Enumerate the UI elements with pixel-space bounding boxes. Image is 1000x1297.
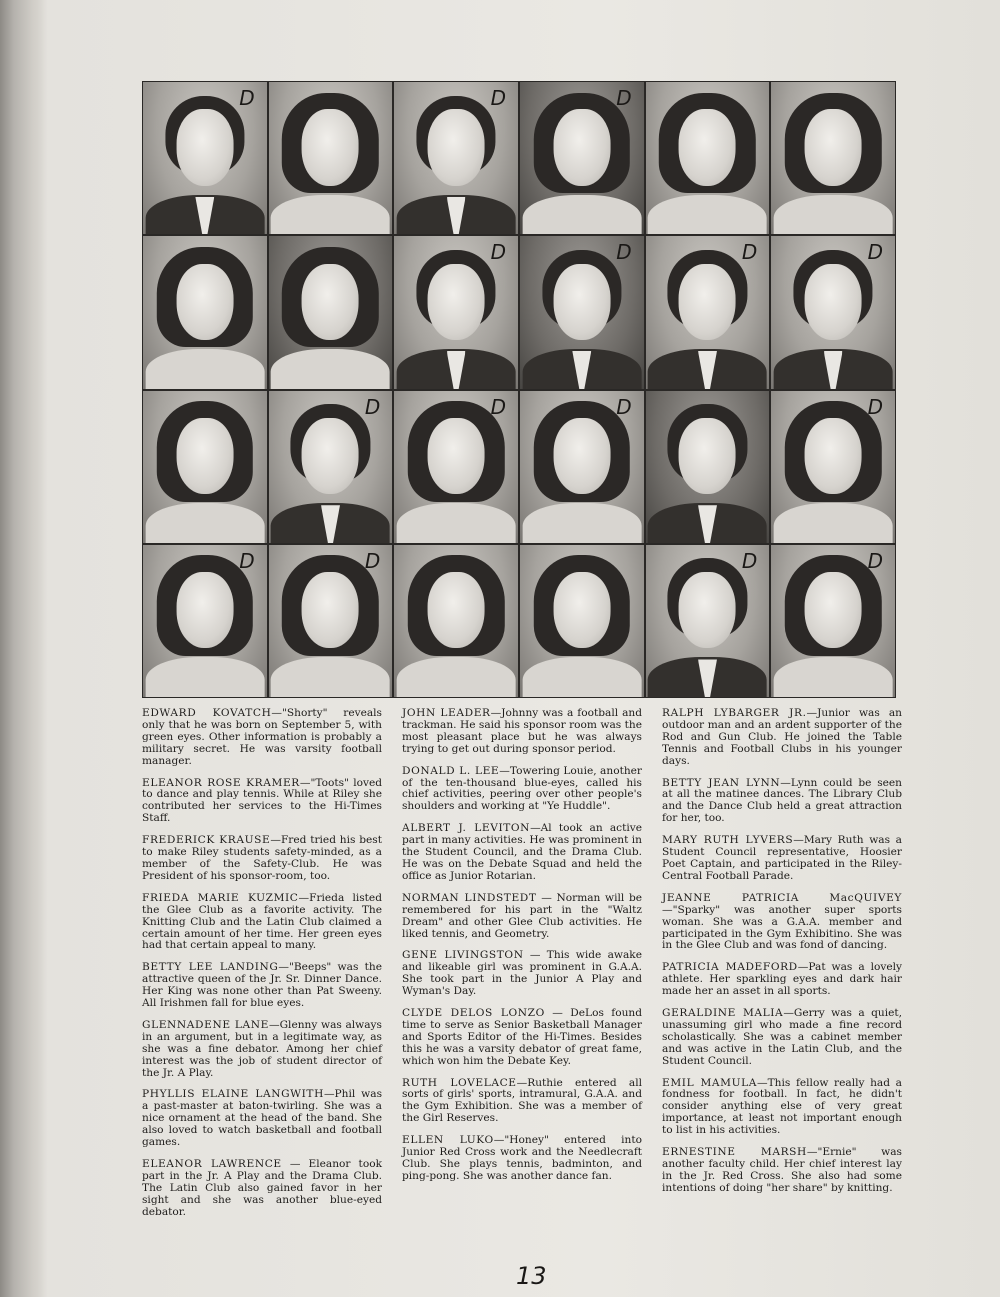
biography-text: —Lynn could be seen at all the matinee dances. The Library Club and the Dance Club held a great attraction for her, too.	[662, 776, 903, 825]
biography-text: —"Beeps" was the attractive queen of the Jr. Sr. Dinner Dance. Her King was none other than Pat Sweeny. All Irishmen fall for blue eyes.	[142, 961, 382, 1010]
portrait-photo	[520, 236, 644, 388]
student-name: DONALD L. LEE	[402, 764, 500, 777]
biography-text: — Eleanor took part in the Jr. A Play and the Drama Club. The Latin Club also gained favor in her sight and she was another blue-eyed debator.	[142, 1158, 382, 1218]
portrait-photo	[771, 545, 895, 697]
biography-entry	[662, 778, 902, 826]
student-name: BETTY LEE LANDING	[142, 961, 279, 974]
portrait-photo	[269, 236, 393, 388]
biography-text: —"Ernie" was another faculty child. Her chief interest lay in the Jr. Red Cross. She also had some intentions of doing "her share" by knitting.	[662, 1146, 902, 1194]
portrait-photo	[520, 391, 644, 543]
biography-entry	[662, 893, 902, 953]
portrait-photo	[143, 236, 267, 388]
portrait-photo	[646, 236, 770, 388]
biography-entry	[402, 950, 642, 998]
portrait-photo	[646, 391, 770, 543]
handwritten-mark: D	[364, 394, 381, 419]
student-name: ELEANOR LAWRENCE	[142, 1158, 282, 1170]
portrait-photo	[520, 82, 644, 234]
biography-text: — DeLos found time to serve as Senior Basketball Manager and Sports Editor of the Hi-Times. Besides this he was a varsity debator of great fame, which won him the Debate Key.	[402, 1007, 642, 1067]
biography-text: —Johnny was a football and trackman. He said his sponsor room was the most pleasant place but he was always trying to get out during sponsor period.	[402, 707, 642, 755]
biography-entry	[402, 1008, 642, 1068]
student-name: RALPH LYBARGER JR.	[662, 707, 807, 719]
handwritten-mark: D	[741, 548, 758, 573]
biography-entry	[662, 962, 902, 998]
student-name: RUTH LOVELACE	[402, 1076, 517, 1089]
biography-entry	[402, 893, 642, 941]
student-name: ERNESTINE MARSH	[662, 1146, 807, 1159]
page-number: 13	[516, 1262, 547, 1290]
portrait-photo	[771, 391, 895, 543]
student-name: FRIEDA MARIE KUZMIC	[142, 891, 299, 904]
student-name: EDWARD KOVATCH	[142, 707, 272, 719]
portrait-photo	[143, 545, 267, 697]
biography-entry	[142, 962, 382, 1010]
biography-entry	[662, 1078, 902, 1138]
biography-column-1	[142, 708, 382, 1248]
biography-text: —Al took an active part in many activities. He was prominent in the Student Council, and the Drama Club. He was on the Debate Squad and held the office as Junior Rotarian.	[402, 822, 642, 882]
handwritten-mark: D	[867, 240, 883, 265]
biography-text: —"Sparky" was another super sports woman. She was a G.A.A. member and participated in the Gym Exhibitino. She was in the Glee Club and was fond of dancing.	[662, 903, 902, 952]
portrait-photo	[394, 545, 518, 697]
portrait-photo	[520, 545, 644, 697]
biography-text: —"Toots" loved to dance and play tennis. While at Riley she contributed her services to the Hi-Times Staff.	[142, 776, 383, 825]
handwritten-mark: D	[490, 394, 506, 419]
student-name: JOHN LEADER	[402, 707, 491, 719]
biography-entry	[402, 708, 642, 756]
biography-text: —This fellow really had a fondness for football. In fact, he didn't consider anything else of very great importance, at least not important enough to list in his activities.	[662, 1076, 902, 1137]
biography-text: —Frieda listed the Glee Club as a favorite activity. The Knitting Club and the Latin Club claimed a certain amount of her time. Her green eyes had that certain appeal to many.	[142, 891, 382, 952]
student-name: ALBERT J. LEVITON	[402, 822, 531, 835]
biography-text: —Fred tried his best to make Riley students safety-minded, as a member of the Safety-Club. He was President of his sponsor-room, too.	[142, 834, 382, 882]
biography-entry	[662, 708, 902, 768]
student-name: GENE LIVINGSTON	[402, 949, 524, 962]
page-spine-shadow	[0, 0, 48, 1297]
biography-text: — Norman will be remembered for his part in the "Waltz Dream" and other Glee Club activities. He liked tennis, and Geometry.	[402, 891, 642, 940]
biography-text: —"Shorty" reveals only that he was born on September 5, with green eyes. Other information is probably a military secret. He was varsity football manager.	[142, 707, 382, 767]
handwritten-mark: D	[867, 548, 883, 573]
biography-entry	[142, 893, 382, 953]
portrait-photo	[143, 82, 267, 234]
biography-column-2	[402, 708, 642, 1248]
student-name: ELEANOR ROSE KRAMER	[142, 776, 300, 789]
biography-text: —Phil was a past-master at baton-twirling. She was a nice ornament at the head of the band. She also loved to watch basketball and football games.	[142, 1088, 383, 1149]
biography-entry	[402, 766, 642, 814]
handwritten-mark: D	[364, 548, 381, 573]
portrait-photo	[771, 82, 895, 234]
portrait-photo	[646, 545, 770, 697]
biography-entry	[142, 1020, 382, 1080]
student-name: ELLEN LUKO	[402, 1134, 494, 1147]
portrait-photo	[269, 545, 393, 697]
biography-text: — This wide awake and likeable girl was prominent in G.A.A. She took part in the Junior A Play and Wyman's Day.	[402, 949, 642, 998]
biography-text: —Mary Ruth was a Student Council representative, Hoosier Poet Captain, and participated in the Riley-Central Football Parade.	[662, 834, 902, 882]
biography-entry	[662, 835, 902, 883]
biography-text: —Glenny was always in an argument, but in a legitimate way, as she was a fine debator. Among her chief interest was the job of student director of the Jr. A Play.	[142, 1018, 382, 1079]
biography-entry	[142, 778, 382, 826]
biography-text: —Towering Louie, another of the ten-thousand blue-eyes, called his chief activities, peering over other people's shoulders and working at "Ye Huddle".	[402, 764, 642, 813]
biography-text: —Junior was an outdoor man and an ardent supporter of the Rod and Gun Club. He joined the Table Tennis and Football Clubs in his younger days.	[662, 707, 903, 767]
student-name: PHYLLIS ELAINE LANGWITH	[142, 1088, 324, 1101]
biography-columns	[142, 708, 902, 1248]
biography-entry	[142, 708, 382, 768]
portrait-photo	[394, 82, 518, 234]
biography-entry	[142, 1089, 382, 1149]
student-name: PATRICIA MADEFORD	[662, 961, 798, 974]
biography-entry	[402, 1135, 642, 1183]
portrait-photo	[771, 236, 895, 388]
student-name: CLYDE DELOS LONZO	[402, 1007, 545, 1020]
handwritten-mark: D	[239, 548, 255, 573]
student-name: BETTY JEAN LYNN	[662, 776, 781, 789]
student-name: NORMAN LINDSTEDT	[402, 891, 537, 904]
handwritten-mark: D	[490, 240, 506, 265]
student-name: EMIL MAMULA	[662, 1076, 758, 1089]
handwritten-mark: D	[490, 86, 506, 110]
student-name: FREDERICK KRAUSE	[142, 834, 271, 847]
biography-entry	[662, 1008, 902, 1068]
portrait-photo	[394, 391, 518, 543]
biography-entry	[402, 1078, 642, 1126]
handwritten-mark: D	[741, 240, 758, 265]
portrait-grid	[142, 81, 896, 698]
biography-column-3	[662, 708, 902, 1248]
portrait-photo	[269, 82, 393, 234]
handwritten-mark: D	[616, 86, 632, 110]
biography-text: —Pat was a lovely athlete. Her sparkling eyes and dark hair made her an asset in all sports.	[662, 961, 902, 998]
student-name: JEANNE PATRICIA MacQUIVEY	[662, 891, 902, 904]
biography-text: —"Honey" entered into Junior Red Cross work and the Needlecraft Club. She plays tennis, badminton, and ping-pong. She was another dance fan.	[402, 1134, 642, 1182]
biography-text: —Ruthie entered all sorts of girls' sports, intramural, G.A.A. and the Gym Exhibition. She was a member of the Girl Reserves.	[402, 1076, 642, 1125]
biography-entry	[402, 823, 642, 883]
handwritten-mark: D	[239, 86, 255, 110]
handwritten-mark: D	[616, 394, 632, 419]
portrait-photo	[269, 391, 393, 543]
student-name: MARY RUTH LYVERS	[662, 834, 794, 847]
student-name: GERALDINE MALIA	[662, 1007, 784, 1020]
handwritten-mark: D	[616, 240, 632, 265]
biography-entry	[142, 1159, 382, 1219]
portrait-photo	[646, 82, 770, 234]
biography-entry	[142, 835, 382, 883]
portrait-photo	[143, 391, 267, 543]
student-name: GLENNADENE LANE	[142, 1018, 269, 1031]
biography-text: —Gerry was a quiet, unassuming girl who made a fine record scholastically. She was a cabinet member and was active in the Latin Club, and the Student Council.	[662, 1007, 902, 1067]
portrait-photo	[394, 236, 518, 388]
biography-entry	[662, 1147, 902, 1195]
handwritten-mark: D	[867, 394, 883, 419]
